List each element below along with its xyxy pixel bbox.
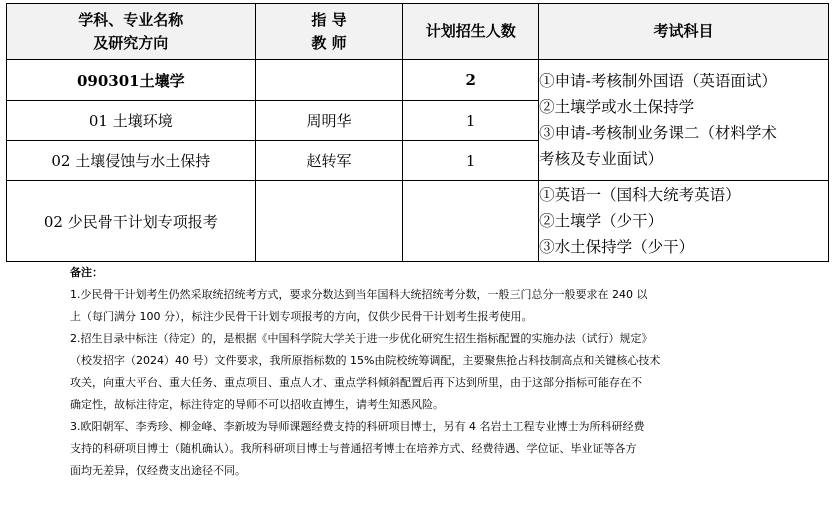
exam-cell-group1 xyxy=(539,60,829,181)
notes-title: 备注： xyxy=(70,266,103,279)
table-row xyxy=(7,60,829,101)
subject-cell: 02 少民骨干计划专项报考 xyxy=(7,181,256,262)
exam-item: 考核及专业面试） xyxy=(539,150,664,168)
table-row xyxy=(7,181,829,262)
quota-cell: 1 xyxy=(403,101,539,141)
advisor-cell: 周明华 xyxy=(255,101,403,141)
advisor-cell: 赵转军 xyxy=(255,141,403,181)
note-line: 攻关，向重大平台、重大任务、重点项目、重点人才、重点学科倾斜配置后再下达到所里，由于这部分指标可能存在不 xyxy=(70,376,642,389)
note-line: 1.少民骨干计划考生仍然采取统招统考方式，要求分数达到当年国科大统招统考分数，一般三门总分一般要求在 240 以 xyxy=(70,288,648,301)
advisor-cell xyxy=(255,181,403,262)
header-subject-line2: 及研究方向 xyxy=(93,33,169,52)
note-line: 面均无差异，仅经费支出途径不同。 xyxy=(70,464,246,477)
note-line: 3.欧阳朝军、李秀珍、柳金峰、李新坡为导师课题经费支持的科研项目博士，另有 4 名岩土工程专业博士为所科研经费 xyxy=(70,420,645,433)
exam-cell-group2 xyxy=(539,181,829,262)
subject-cell: 02 土壤侵蚀与水土保持 xyxy=(7,141,256,181)
subject-cell: 01 土壤环境 xyxy=(7,101,256,141)
subject-cell: 090301土壤学 xyxy=(7,60,256,101)
exam-item: ③水土保持学（少干） xyxy=(539,238,695,256)
note-line: 确定性，故标注待定，标注待定的导师不可以招收直博生，请考生知悉风险。 xyxy=(70,398,444,411)
header-subject-line1: 学科、专业名称 xyxy=(78,10,184,29)
exam-item: ③申请-考核制业务课二（材料学术 xyxy=(539,124,777,142)
quota-cell: 2 xyxy=(403,60,539,101)
header-exam: 考试科目 xyxy=(539,4,829,60)
header-advisor-line2: 教 师 xyxy=(311,33,347,52)
advisor-cell xyxy=(255,60,403,101)
note-line: （校发招字（2024）40 号）文件要求，我所原指标数的 15%由院校统筹调配，主要聚焦抢占科技制高点和关键核心技术 xyxy=(70,354,661,367)
table-header-row xyxy=(7,4,829,60)
quota-cell xyxy=(403,181,539,262)
note-line: 2.招生目录中标注（待定）的，是根据《中国科学院大学关于进一步优化研究生招生指标配置的实施办法（试行）规定》 xyxy=(70,332,653,345)
notes-section xyxy=(70,262,770,482)
header-advisor xyxy=(255,4,403,60)
quota-cell: 1 xyxy=(403,141,539,181)
enrollment-plan-table xyxy=(6,3,829,262)
header-subject xyxy=(7,4,256,60)
exam-item: ①英语一（国科大统考英语） xyxy=(539,186,741,204)
exam-item: ①申请-考核制外国语（英语面试） xyxy=(539,72,777,90)
header-advisor-line1: 指 导 xyxy=(311,10,347,29)
exam-item: ②土壤学（少干） xyxy=(539,212,664,230)
exam-item: ②土壤学或水土保持学 xyxy=(539,98,695,116)
note-line: 支持的科研项目博士（随机确认）。我所科研项目博士与普通招考博士在培养方式、经费待遇、学位证、毕业证等各方 xyxy=(70,442,637,455)
header-quota: 计划招生人数 xyxy=(403,4,539,60)
note-line: 上（每门满分 100 分），标注少民骨干计划专项报考的方向，仅供少民骨干计划考生报考使用。 xyxy=(70,310,533,323)
